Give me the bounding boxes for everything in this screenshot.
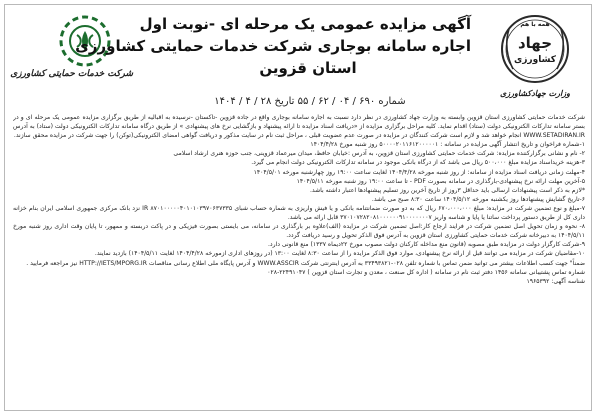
page-subtitle-province: استان قزوین: [259, 59, 357, 77]
item-organizer-address: ۲- نام و نشانی برگزارکننده مزایده: شرکت خدمات حمایتی کشاورزی استان قزوین، به آدرس :خیابان حافظ، میدان میرعماد قزوینی، جنب حوزه هنری ارشاد اسلامی: [173, 150, 585, 158]
contact-info: ضمناً" جهت کسب اطلاعات بیشتر می توانید ضمن تماس با شماره تلفن ۰۲۸-۳۳۴۹۳۸۲۱ به آدرس اینترنتی شرکت WWW.ASSCIR و آدرس پایگاه ملی اطلاع رسانی مناقصات HTTP://IETS/MPORG.IR نیز مراجعه فرمایید .: [26, 259, 585, 267]
advertisement-body: [13, 113, 585, 409]
advertisement-page: [4, 4, 592, 411]
ministry-logo-small: همه با هم: [520, 21, 550, 28]
ministry-logo-main: جهاد: [517, 34, 553, 52]
title-block: [75, 13, 471, 79]
item-opening-date: ۶-تاریخ گشایش پیشنهادها روز یکشنبه مورخه ۱۴۰۴/۵/۱۲ ساعت ۸:۳۰ صبح می باشد.: [371, 195, 585, 203]
item-submission-deadline: ۵-آخرین مهلت ارائه نرخ پیشنهادی-بارگذاری در سامانه بصورت PDF - تا ساعت ۱۹:۰۰ روز شنبه مورخه ۱۴۰۴/۵/۱۱: [296, 177, 585, 185]
ministry-logo-sub: کشاورزی: [514, 55, 556, 65]
item-announcement-number: ۱-شماره فراخوان و تاریخ انتشار آگهی مزایده در سامانه : ۵۰۰۰۰۲۰۱۱۶۱۲۰۰۰۰۰۱ روز شنبه مورخ ۱۴۰۴/۴/۲۸: [310, 141, 585, 149]
page-title: آگهی مزایده عمومی یک مرحله ای -نوبت اول: [139, 15, 471, 33]
company-logo-text: شرکت خدمات حمایتی کشاورزی: [10, 69, 133, 79]
item-document-deadline: ۴-مهلت زمانی دریافت اسناد مزایده از سامانه: از روز شنبه مورخه ۱۴۰۴/۴/۲۸ لغایت ساعت ۱۹:۰۰ روز چهارشنبه مورخه ۱۴۰۴/۵/۰۱: [253, 168, 585, 176]
item-validity-note: *لازم به ذکر است پیشنهادات ارسالی باید حداقل ۳روز از تاریخ آخرین روز تسلیم پیشنهادها اعتبار داشته باشد.: [309, 186, 585, 194]
item-legal-restriction: ۹-شرکت کارگزار دولت در مزایده طبق مصوبه (قانون منع مداخله کارکنان دولت مصوب مورخ ۲۲دیماه ۱۳۳۷) منع قانونی دارد.: [267, 241, 585, 249]
item-guarantee-delivery: ۸- نحوه و زمان تحویل اصل تضمین شرکت در فرایند ارجاع کار:اصل تضمین شرکت در مزایده (الف)علاوه بر بارگذاری در سامانه، می بایستی بصورت فیزیکی و در پاکت دربسته و ممهور، تا پایان وقت اداری روز شنبه مورخ ۱۴۰۴/۵/۱۱ به دبیرخانه شرکت خدمات حمایتی کشاورزی استان قزوین به آدرس فوق الذکر تحویل و رسید دریافت گردد.: [13, 223, 585, 240]
support-phone: شماره تماس پشتیبانی سامانه ۱۴۵۶ دفتر ثبت نام در سامانه ( اداره کل صنعت ، معدن و تجارت استان قزوین ) ۲۲۴۹۱۰۴۷-۰۲۸: [267, 268, 585, 276]
ministry-logo: [479, 11, 587, 101]
ministry-name: وزارت جهادکشاورزی: [500, 89, 570, 98]
ad-id: شناسه آگهی: ۱۹۶۵۳۹۲: [526, 277, 585, 285]
item-document-fee: ۳-هزینه خریداسناد مزایده مبلغ ۵۰۰،۰۰۰ ریال می باشد که از درگاه بانکی موجود در سامانه تدارکات الکترونیکی دولت انجام می گیرد.: [251, 159, 585, 167]
intro-paragraph: شرکت خدمات حمایتی کشاورزی استان قزوین وابسته به وزارت جهاد کشاورزی در نظر دارد نسبت به اجاره سامانه بوجاری واقع در جاده قزوین -تاکستان -نرسیده به اقبالیه از طریق برگزاری مزایده عمومی یک مرحله ای و در بستر سامانه تدارکات الکترونیکی دولت (ستاد) اقدام نماید. کلیه مراحل برگزاری مزایده از «دریافت اسناد مزایده تا ارائه پیشنهاد و بازگشایی نرخ های پیشنهادی » از طریق درگاه سامانه تدارکات الکترونیکی دولت (ستاد) به آدرس WWW.SETADIRAN.IR انجام خواهد شد و لازم است شرکت کنندگان در مزایده در صورت عدم عضویت قبلی ، مراحل ثبت نام در سایت مذکور و دریافت گواهی امضای الکترونیکی(توکن) را جهت شرکت در مزایده محقق سازند.: [13, 114, 585, 140]
letter-number-date: شماره ۶۹۰ / ۰۴ / ۶۲ / ۵۵ تاریخ ۲۸ / ۴ / ۱۴۰۴: [214, 96, 406, 107]
item-visit-hours: ۱۰-مقاضیان شرکت در مزایده می توانند قبل از ارائه نرخ پیشنهادی، موارد فوق الذکر مزایده را از ساعت ۸:۳۰ لغایت ۱۳:۰۰ (در روزهای اداری ازمورخه ۱۴۰۴/۴/۲۸ لغایت ۱۴۰۴/۵/۱۱) بازدید نمایند.: [94, 250, 585, 258]
item-guarantee: ۷-مبلغ و نوع تضمین شرکت در مزایده: مبلغ ۶۷۰،۰۰۰،۰۰۰ ریال که به دو صورت ضمانتنامه بانکی و یا فیش واریزی به شماره حساب شبای IR ۸۷۰۱۰۰۰۰۰۴۰۱۰۱۰۳۹۷۰۶۳۷۳۳۵ نزد بانک مرکزی جمهوری اسلامی ایران بنام خزانه داری کل از طریق دستور پرداخت ساتنا یا پایا و شناسه واریز ۳۷۰۱۰۷۲۸۲۰۸۱۰۰۰۰۰۰۹۱۰۰۰۰۰۰۰۷ قابل ارائه می باشد.: [13, 204, 585, 222]
page-subtitle: اجاره سامانه بوجاری شرکت خدمات حمایتی کشاورزی: [75, 37, 471, 55]
